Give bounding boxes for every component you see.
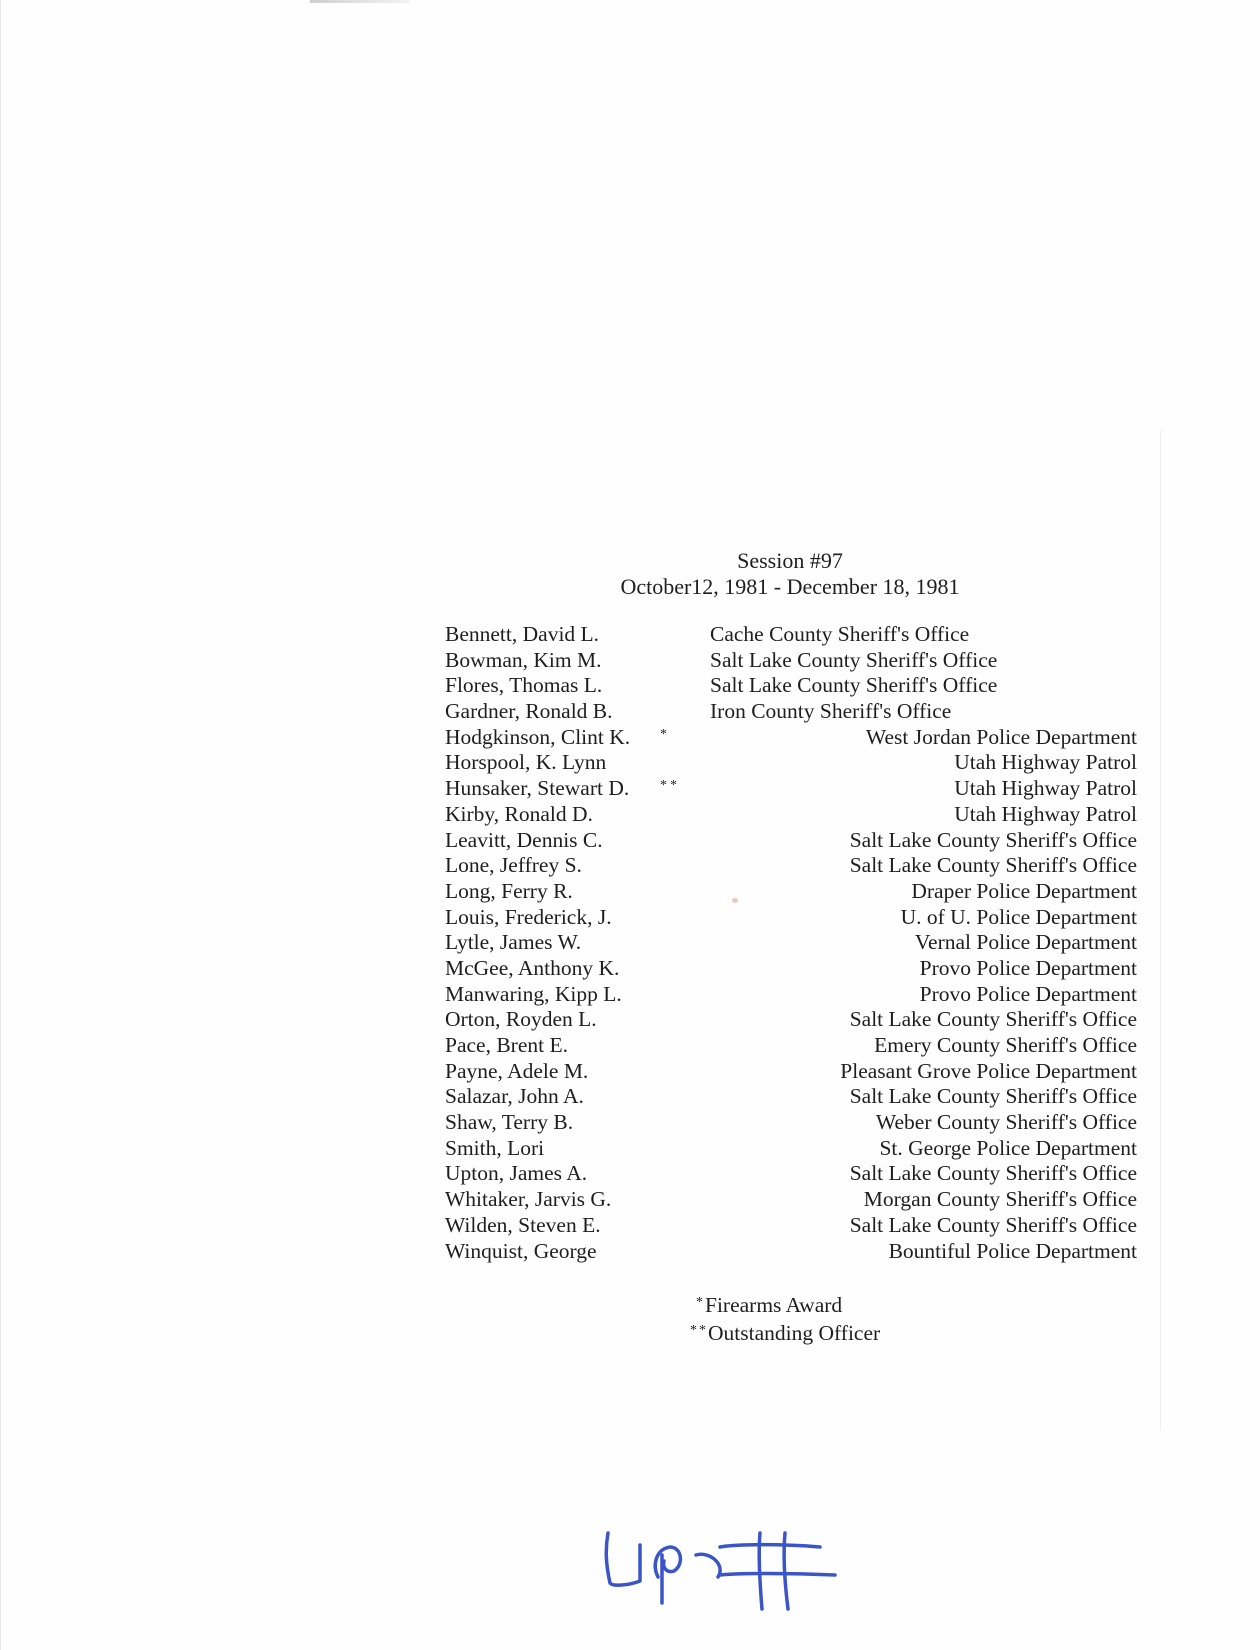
roster-row	[445, 853, 1145, 879]
roster-row	[445, 828, 1145, 854]
roster-list	[445, 622, 1145, 1264]
agency-name: Pleasant Grove Police Department	[840, 1058, 1137, 1083]
officer-name: Hunsaker, Stewart D.	[445, 776, 630, 801]
agency-name: Salt Lake County Sheriff's Office	[849, 827, 1137, 852]
officer-name: Winquist, George	[445, 1238, 597, 1263]
page-edge	[0, 0, 1, 1650]
officer-name: Hodgkinson, Clint K.	[445, 724, 631, 749]
officer-name: Shaw, Terry B.	[445, 1110, 574, 1135]
handwritten-number-drawing	[600, 1525, 880, 1615]
footnote-outstanding	[640, 1318, 940, 1346]
officer-name: Gardner, Ronald B.	[445, 699, 613, 724]
award-marker: *	[660, 726, 670, 742]
officer-name: Leavitt, Dennis C.	[445, 827, 603, 852]
agency-name: Draper Police Department	[911, 878, 1137, 903]
roster-row	[445, 750, 1145, 776]
agency-name: Weber County Sheriff's Office	[875, 1110, 1137, 1135]
roster-row	[445, 776, 1145, 802]
officer-name: McGee, Anthony K.	[445, 955, 620, 980]
officer-name: Orton, Royden L.	[445, 1007, 597, 1032]
roster-row	[445, 1007, 1145, 1033]
session-title: Session #97	[737, 548, 843, 573]
roster-row	[445, 802, 1145, 828]
agency-name: Salt Lake County Sheriff's Office	[710, 647, 998, 672]
officer-name: Flores, Thomas L.	[445, 673, 603, 698]
roster-row	[445, 905, 1145, 931]
roster-row	[445, 1161, 1145, 1187]
agency-name: Utah Highway Patrol	[954, 801, 1137, 826]
page-edge	[1160, 430, 1161, 1430]
session-dates: October12, 1981 - December 18, 1981	[620, 574, 960, 599]
officer-name: Upton, James A.	[445, 1161, 588, 1186]
agency-name: Utah Highway Patrol	[954, 776, 1137, 801]
footnotes	[640, 1290, 940, 1346]
roster-row	[445, 1084, 1145, 1110]
officer-name: Horspool, K. Lynn	[445, 750, 607, 775]
roster-row	[445, 1239, 1145, 1265]
roster-row	[445, 1033, 1145, 1059]
officer-name: Pace, Brent E.	[445, 1033, 568, 1057]
footnote-star: **	[690, 1323, 708, 1338]
agency-name: Salt Lake County Sheriff's Office	[849, 1007, 1137, 1032]
officer-name: Louis, Frederick, J.	[445, 904, 612, 929]
agency-name: Provo Police Department	[919, 981, 1137, 1006]
roster-row	[445, 1136, 1145, 1162]
officer-name: Payne, Adele M.	[445, 1058, 589, 1083]
agency-name: Bountiful Police Department	[888, 1238, 1137, 1263]
roster-row	[445, 622, 1145, 648]
officer-name: Manwaring, Kipp L.	[445, 981, 622, 1006]
agency-name: St. George Police Department	[879, 1135, 1137, 1160]
scan-artifact	[310, 0, 410, 3]
roster-row	[445, 982, 1145, 1008]
footnote-text: Firearms Award	[705, 1293, 843, 1317]
officer-name: Lytle, James W.	[445, 930, 582, 955]
roster-row	[445, 1059, 1145, 1085]
agency-name: U. of U. Police Department	[900, 904, 1137, 929]
roster-row	[445, 879, 1145, 905]
roster-row	[445, 1110, 1145, 1136]
agency-name: Morgan County Sheriff's Office	[863, 1187, 1137, 1212]
officer-name: Bowman, Kim M.	[445, 647, 602, 672]
agency-name: Salt Lake County Sheriff's Office	[849, 853, 1137, 878]
agency-name: Iron County Sheriff's Office	[710, 699, 952, 724]
officer-name: Bennett, David L.	[445, 622, 600, 646]
officer-name: Kirby, Ronald D.	[445, 801, 593, 826]
agency-name: Salt Lake County Sheriff's Office	[849, 1161, 1137, 1186]
agency-name: Salt Lake County Sheriff's Office	[849, 1084, 1137, 1109]
roster-row	[445, 1213, 1145, 1239]
handwritten-session-number	[600, 1525, 880, 1620]
agency-name: Emery County Sheriff's Office	[874, 1033, 1137, 1057]
officer-name: Salazar, John A.	[445, 1084, 584, 1109]
agency-name: West Jordan Police Department	[865, 724, 1137, 749]
officer-name: Long, Ferry R.	[445, 878, 573, 903]
footnote-text: Outstanding Officer	[708, 1321, 881, 1345]
roster-row	[445, 956, 1145, 982]
roster-row	[445, 930, 1145, 956]
agency-name: Provo Police Department	[919, 955, 1137, 980]
agency-name: Vernal Police Department	[914, 930, 1137, 955]
ink-speck	[732, 898, 738, 903]
officer-name: Wilden, Steven E.	[445, 1212, 601, 1237]
roster-row	[445, 1187, 1145, 1213]
officer-name: Smith, Lori	[445, 1135, 545, 1160]
roster-row	[445, 673, 1145, 699]
award-marker: **	[660, 778, 680, 794]
roster-row	[445, 725, 1145, 751]
agency-name: Utah Highway Patrol	[954, 750, 1137, 775]
agency-name: Salt Lake County Sheriff's Office	[710, 673, 998, 698]
roster-row	[445, 699, 1145, 725]
roster-row	[445, 648, 1145, 674]
officer-name: Whitaker, Jarvis G.	[445, 1187, 612, 1212]
footnote-star: *	[696, 1295, 705, 1310]
footnote-firearms	[640, 1290, 940, 1318]
agency-name: Cache County Sheriff's Office	[710, 622, 970, 646]
agency-name: Salt Lake County Sheriff's Office	[849, 1212, 1137, 1237]
document-header	[540, 548, 1040, 600]
officer-name: Lone, Jeffrey S.	[445, 853, 582, 878]
